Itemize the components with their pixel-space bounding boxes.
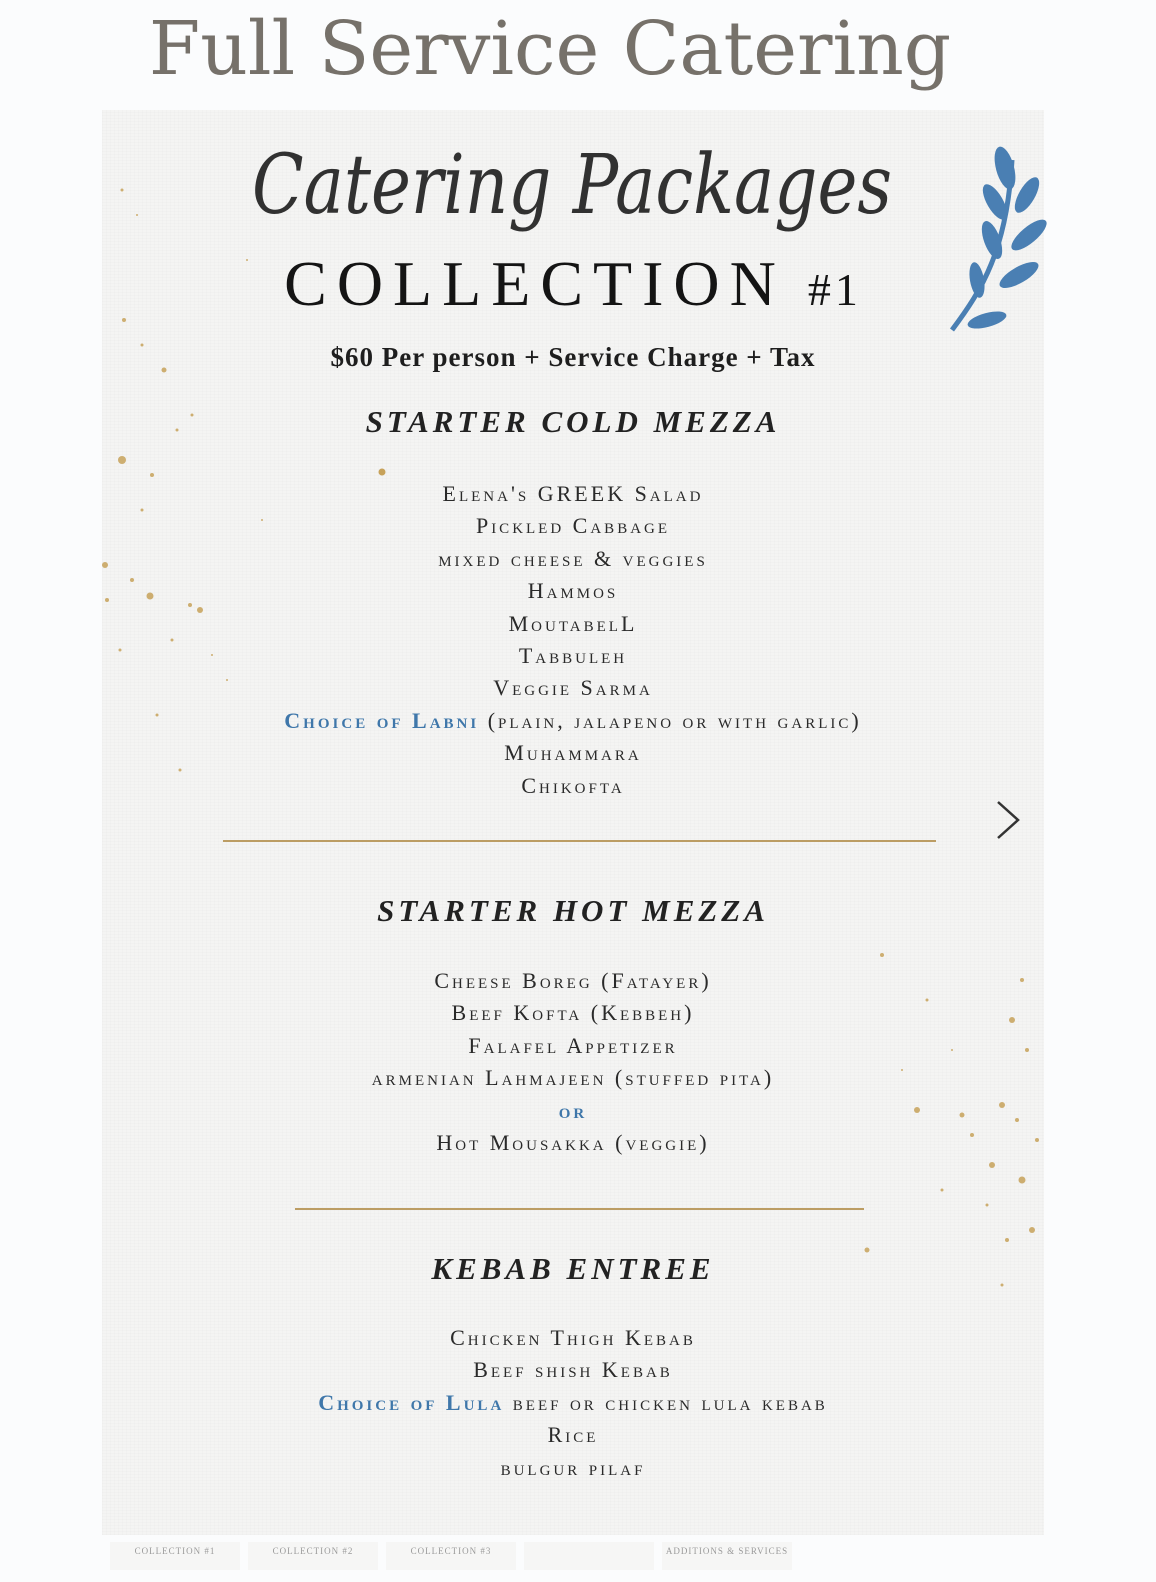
menu-item-choice: Choice of Labni (plain, jalapeno or with garlic): [284, 707, 862, 733]
thumbnail-collection-3[interactable]: COLLECTION #3: [386, 1542, 516, 1570]
thumbnail-additions[interactable]: ADDITIONS & SERVICES: [662, 1542, 792, 1570]
price-line: $60 Per person + Service Charge + Tax: [330, 342, 816, 372]
collection-number: #1: [807, 264, 862, 315]
menu-item: MoutabelL: [508, 610, 638, 636]
page-title: Full Service Catering: [148, 6, 952, 92]
or-label: or: [558, 1097, 588, 1123]
section-title-kebab-entree: KEBAB ENTREE: [431, 1251, 715, 1286]
thumbnail-strip: [110, 1542, 810, 1570]
menu-item: Veggie Sarma: [493, 675, 653, 701]
menu-item-or: [102, 1095, 1044, 1127]
menu-item: mixed cheese & veggies: [438, 545, 708, 571]
collection-heading: [102, 247, 1044, 321]
menu-item: Rice: [547, 1422, 599, 1448]
next-arrow-icon[interactable]: [990, 798, 1024, 842]
menu-item: Chicken Thigh Kebab: [450, 1325, 696, 1350]
collection-label: COLLECTION: [284, 248, 786, 319]
menu-item-choice: Choice of Lula beef or chicken lula kebab: [318, 1389, 828, 1415]
menu-item: Beef shish Kebab: [473, 1357, 673, 1383]
menu-item: Hot Mousakka (veggie): [436, 1129, 710, 1155]
thumbnail-collection-2[interactable]: COLLECTION #2: [248, 1542, 378, 1570]
choice-label: Choice of Labni: [284, 707, 480, 733]
choice-label: Choice of Lula: [318, 1389, 505, 1415]
menu-item: bulgur pilaf: [500, 1454, 646, 1480]
menu-item: Hammos: [527, 578, 619, 604]
section-title-cold-mezza: STARTER COLD MEZZA: [365, 404, 781, 439]
hot-mezza-list: [102, 965, 1044, 1159]
kebab-entree-list: [102, 1322, 1044, 1484]
script-title-text: Catering Packages: [252, 138, 892, 233]
thumbnail-menu-table[interactable]: [524, 1542, 654, 1570]
thumbnail-collection-1[interactable]: COLLECTION #1: [110, 1542, 240, 1570]
menu-item: Chikofta: [521, 772, 625, 798]
catering-packages-script-title: [242, 118, 902, 268]
section-divider: [223, 840, 936, 842]
menu-item: Beef Kofta (Kebbeh): [451, 1000, 695, 1026]
menu-item: Cheese Boreg (Fatayer): [434, 968, 712, 993]
menu-item: Falafel Appetizer: [468, 1032, 678, 1058]
menu-item: armenian Lahmajeen (stuffed pita): [371, 1065, 775, 1091]
menu-item: Muhammara: [504, 740, 642, 766]
menu-item: Elena's GREEK Salad: [442, 481, 704, 506]
menu-item: Tabbuleh: [518, 642, 628, 668]
section-title-hot-mezza: STARTER HOT MEZZA: [377, 893, 769, 928]
menu-item: Pickled Cabbage: [475, 513, 671, 539]
cold-mezza-list: [102, 478, 1044, 802]
gold-dot: [376, 466, 388, 478]
menu-card: [102, 110, 1044, 1535]
section-divider: [295, 1208, 864, 1210]
